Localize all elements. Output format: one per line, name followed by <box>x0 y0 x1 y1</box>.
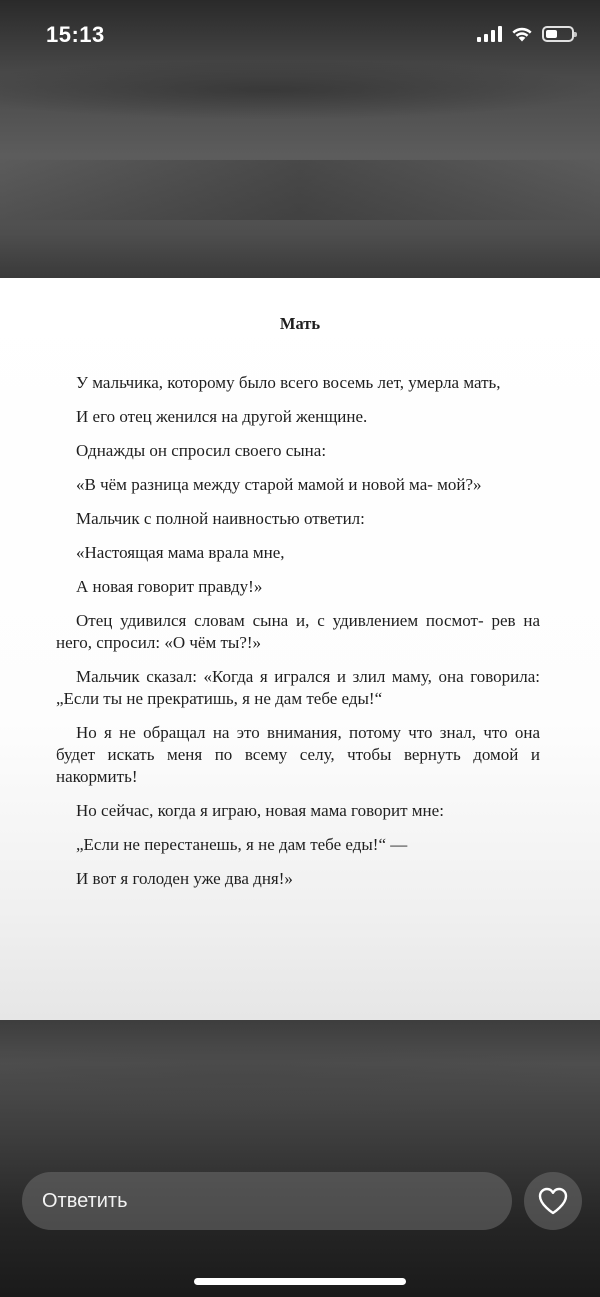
story-text <box>56 372 540 902</box>
battery-icon <box>542 26 574 42</box>
status-icons <box>477 26 574 42</box>
status-time: 15:13 <box>46 22 105 47</box>
heart-icon <box>538 1187 568 1215</box>
story-paragraph: Отец удивился словам сына и, с удивлением посмот- рев на него, спросил: «О чём ты?!» <box>56 611 540 652</box>
story-paragraph: У мальчика, которому было всего восемь лет, умерла мать, <box>76 373 501 392</box>
story-paragraph: А новая говорит правду!» <box>76 577 263 596</box>
story-paragraph: Мальчик сказал: «Когда я игрался и злил маму, она говорила: „Если ты не прекратишь, я не дам тебе еды!“ <box>56 667 540 708</box>
story-paragraph: Однажды он спросил своего сына: <box>76 441 327 460</box>
reply-placeholder: Ответить <box>42 1189 128 1212</box>
cellular-signal-icon <box>477 26 502 42</box>
story-paragraph: И вот я голоден уже два дня!» <box>76 869 293 888</box>
like-button[interactable] <box>524 1172 582 1230</box>
status-bar <box>0 0 600 72</box>
battery-level <box>546 30 557 38</box>
story-paragraph: Но я не обращал на это внимания, потому что знал, что она будет искать меня по всему селу, чтобы вернуть домой и накормить! <box>56 723 540 786</box>
story-title: Мать <box>279 314 321 333</box>
wifi-icon <box>511 26 533 42</box>
story-paragraph: И его отец женился на другой женщине. <box>76 407 368 426</box>
reply-input[interactable] <box>22 1172 512 1230</box>
story-paragraph: „Если не перестанешь, я не дам тебе еды!“ — <box>76 835 408 854</box>
story-paragraph: «В чём разница между старой мамой и новой ма- мой?» <box>76 475 482 494</box>
story-paragraph: Но сейчас, когда я играю, новая мама говорит мне: <box>76 801 444 820</box>
blurred-background-bottom <box>0 1040 600 1120</box>
story-paragraph: Мальчик с полной наивностью ответил: <box>76 509 365 528</box>
story-paragraph: «Настоящая мама врала мне, <box>76 543 285 562</box>
home-indicator[interactable] <box>194 1278 406 1285</box>
blurred-background-top-lower <box>0 160 600 220</box>
book-page <box>0 278 600 1020</box>
